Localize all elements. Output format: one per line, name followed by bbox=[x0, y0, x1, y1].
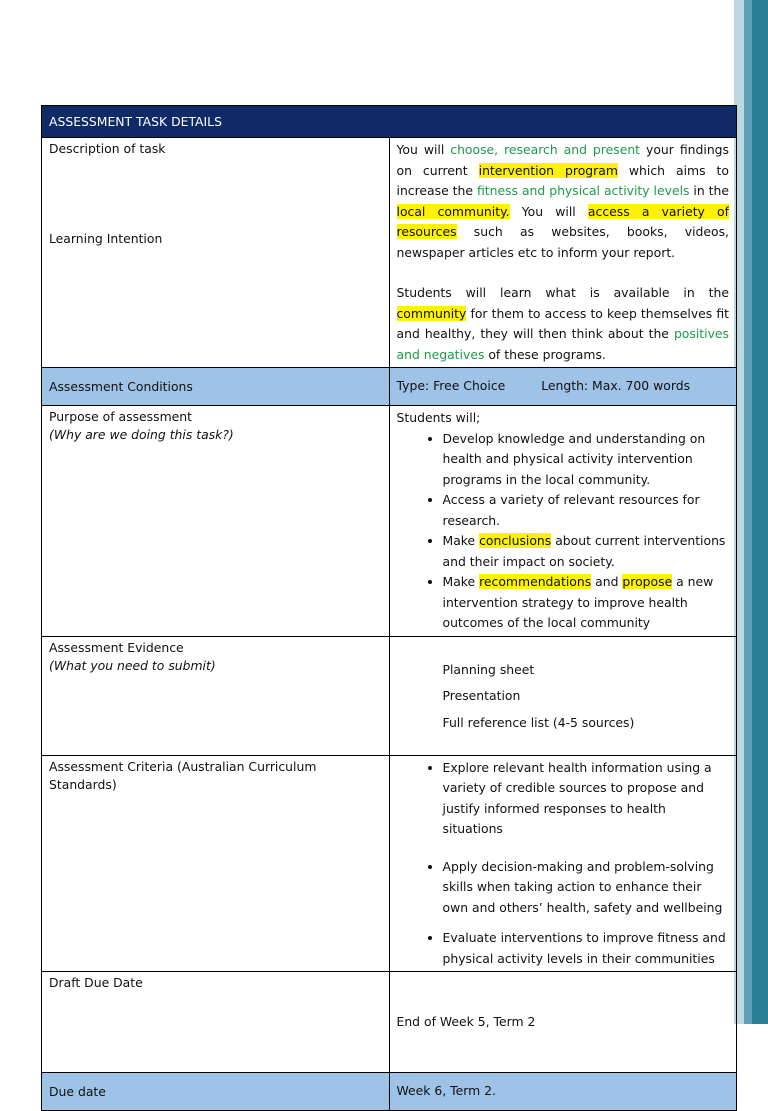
purpose-text: Make bbox=[442, 533, 480, 548]
conditions-content bbox=[389, 368, 737, 406]
criteria-content bbox=[389, 755, 737, 972]
conditions-row bbox=[42, 368, 737, 406]
table-header-row bbox=[42, 106, 737, 138]
desc-text-3: which aims to increase the bbox=[396, 162, 729, 198]
criteria-label: Assessment Criteria (Australian Curriculum Standards) bbox=[42, 755, 390, 972]
evidence-label-italic: (What you need to submit) bbox=[49, 657, 216, 673]
desc-green-choose: choose, research and present bbox=[450, 142, 641, 157]
purpose-label-cell bbox=[42, 406, 390, 637]
purpose-text: about current interventions and their impact on society. bbox=[442, 533, 726, 569]
spacer bbox=[397, 639, 730, 657]
criteria-item: • Evaluate interventions to improve fitness and physical activity levels in their communities bbox=[443, 928, 730, 969]
learning-text bbox=[397, 283, 730, 365]
desc-green-fitness: fitness and physical activity levels bbox=[476, 183, 690, 198]
description-label: Description of task bbox=[49, 141, 166, 156]
draft-row bbox=[42, 972, 737, 1073]
evidence-item: Planning sheet bbox=[442, 661, 535, 677]
purpose-label: Purpose of assessment bbox=[49, 409, 192, 424]
description-content bbox=[389, 138, 737, 368]
purpose-highlight-propose: propose bbox=[622, 574, 673, 589]
evidence-label: Assessment Evidence bbox=[49, 639, 184, 655]
band-stripe-dark bbox=[752, 0, 768, 1024]
purpose-text: a new intervention strategy to improve health outcomes of the local community bbox=[442, 574, 714, 630]
conditions-type: Type: Free Choice bbox=[396, 378, 506, 394]
purpose-text: Make bbox=[442, 574, 480, 589]
purpose-list bbox=[397, 429, 730, 634]
purpose-row bbox=[42, 406, 737, 637]
evidence-item: Presentation bbox=[442, 688, 521, 703]
purpose-label-italic: (Why are we doing this task?) bbox=[49, 427, 234, 442]
conditions-label: Assessment Conditions bbox=[42, 368, 390, 406]
purpose-highlight-recommendations: recommendations bbox=[479, 574, 592, 589]
description-row bbox=[42, 138, 737, 368]
purpose-intro: Students will; bbox=[396, 410, 481, 425]
desc-text-2: your findings on current bbox=[396, 142, 729, 178]
learn-highlight-community: community bbox=[396, 305, 467, 321]
criteria-item: • Apply decision-making and problem-solving skills when taking action to enhance their own and others’ health, safety and wellbeing bbox=[443, 857, 730, 919]
learning-label: Learning Intention bbox=[49, 231, 163, 246]
purpose-highlight-conclusions: conclusions bbox=[479, 533, 552, 548]
desc-highlight-intervention: intervention program bbox=[478, 162, 618, 178]
desc-highlight-community: local community. bbox=[396, 203, 510, 219]
purpose-content bbox=[389, 406, 737, 637]
evidence-item: Full reference list (4-5 sources) bbox=[442, 714, 635, 730]
desc-text-4: in the bbox=[689, 183, 729, 198]
due-value: Week 6, Term 2. bbox=[389, 1073, 737, 1111]
purpose-item bbox=[443, 572, 730, 634]
desc-highlight-resources: access a variety of resources bbox=[396, 203, 729, 239]
conditions-length: Length: Max. 700 words bbox=[541, 378, 691, 394]
spacer bbox=[397, 263, 730, 283]
purpose-item: • Develop knowledge and understanding on health and physical activity intervention programs in the local community. bbox=[443, 429, 730, 491]
draft-label: Draft Due Date bbox=[42, 972, 390, 1073]
evidence-row bbox=[42, 636, 737, 755]
assessment-task-table bbox=[41, 105, 737, 1111]
learn-green-positives: positives and negatives bbox=[396, 326, 729, 362]
evidence-label-cell bbox=[42, 636, 390, 755]
description-label-cell bbox=[42, 138, 390, 368]
due-label: Due date bbox=[42, 1073, 390, 1111]
learn-text-3: of these programs. bbox=[484, 346, 606, 362]
table-title: ASSESSMENT TASK DETAILS bbox=[42, 106, 737, 138]
criteria-row bbox=[42, 755, 737, 972]
purpose-item: • Access a variety of relevant resources for research. bbox=[443, 490, 730, 531]
purpose-text: and bbox=[591, 574, 623, 589]
evidence-content bbox=[389, 636, 737, 755]
draft-value: End of Week 5, Term 2 bbox=[389, 972, 737, 1073]
criteria-list bbox=[397, 758, 730, 970]
desc-text-5: You will bbox=[509, 203, 588, 219]
purpose-item bbox=[443, 531, 730, 572]
decorative-side-band bbox=[734, 0, 768, 1024]
learn-text-1: Students will learn what is available in the bbox=[396, 285, 729, 300]
learn-text-2: for them to access to keep themselves fit and healthy, they will then think about the bbox=[396, 305, 729, 341]
criteria-item: • Explore relevant health information using a variety of credible sources to propose and justify informed responses to health situations bbox=[443, 758, 730, 840]
due-row bbox=[42, 1073, 737, 1111]
desc-text-6: such as websites, books, videos, newspaper articles etc to inform your report. bbox=[396, 224, 729, 260]
description-text bbox=[397, 140, 730, 263]
desc-text-1: You will bbox=[396, 142, 451, 157]
